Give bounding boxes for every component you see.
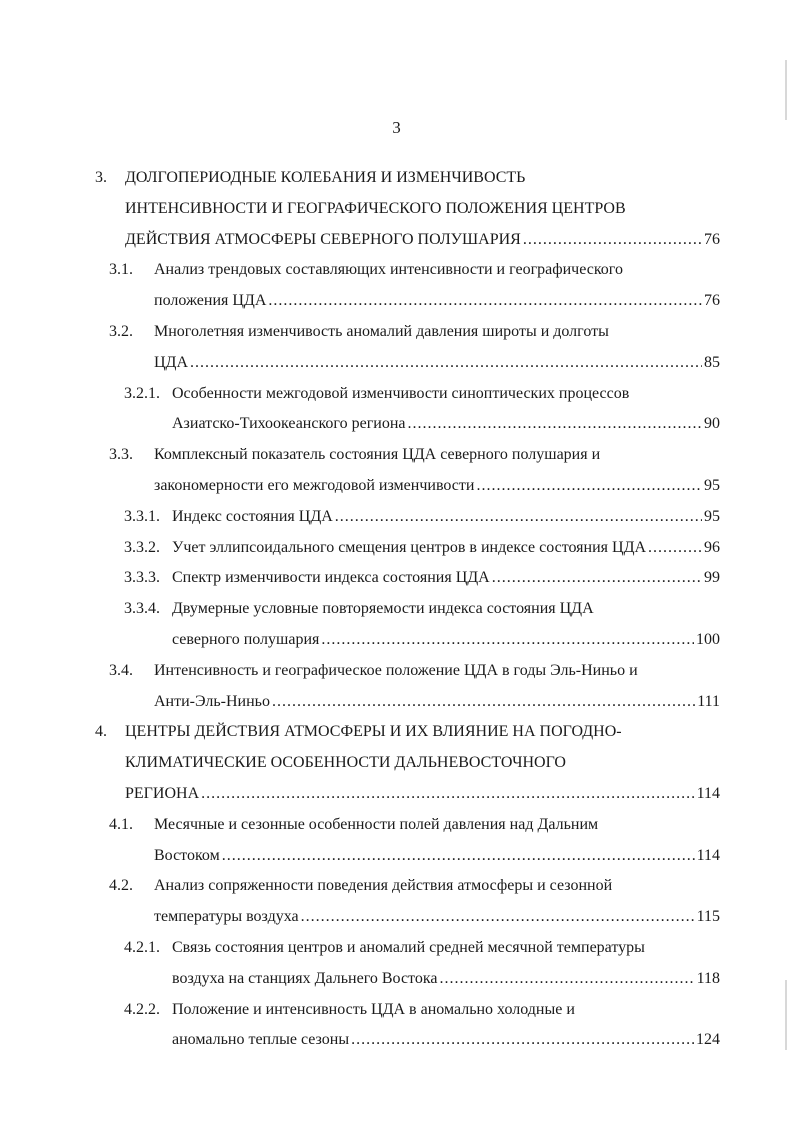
toc-number: 4.2.1.	[124, 939, 160, 956]
toc-number: 3.	[95, 169, 107, 186]
toc-entry-last-line	[172, 538, 720, 558]
dot-leader	[476, 476, 702, 496]
toc-title-line: Анализ трендовых составляющих интенсивности и географического	[154, 261, 623, 279]
toc-number: 3.2.1.	[124, 384, 160, 402]
toc-page-number: 118	[696, 969, 720, 987]
toc-number: 4.2.	[109, 877, 133, 895]
toc-title-line: Анализ сопряженности поведения действия атмосферы и сезонной	[154, 877, 613, 895]
dot-leader	[321, 630, 694, 650]
toc-page-number: 99	[704, 569, 720, 587]
toc-number: 3.3.	[109, 446, 133, 464]
toc-entry-last-line	[172, 1030, 720, 1050]
toc-page-number: 124	[696, 1031, 720, 1049]
toc-entry-last-line	[154, 291, 720, 311]
dot-leader	[201, 784, 694, 804]
toc-entry-last-line	[172, 507, 720, 527]
toc-title-line: Месячные и сезонные особенности полей давления над Дальним	[154, 815, 599, 833]
toc-entry-last-line	[154, 846, 720, 866]
toc-title-text: Индекс состояния ЦДА	[172, 507, 333, 525]
toc-page-number: 111	[697, 692, 720, 710]
toc-entry-last-line	[172, 630, 720, 650]
toc-title-text: ДЕЙСТВИЯ АТМОСФЕРЫ СЕВЕРНОГО ПОЛУШАРИЯ	[125, 230, 521, 248]
toc-title-line: КЛИМАТИЧЕСКИЕ ОСОБЕННОСТИ ДАЛЬНЕВОСТОЧНОГО	[125, 754, 566, 772]
toc-title-line: Связь состояния центров и аномалий средней месячной температуры	[172, 939, 645, 956]
page-number: 3	[392, 118, 401, 137]
dot-leader	[351, 1030, 694, 1050]
dot-leader	[439, 969, 694, 989]
scan-edge-mark	[785, 60, 787, 120]
toc-title-text: температуры воздуха	[154, 908, 299, 926]
toc-number: 3.1.	[109, 261, 133, 279]
toc-title-text: ЦДА	[154, 353, 189, 371]
toc-number: 3.3.1.	[124, 507, 160, 525]
toc-title-line: Интенсивность и географическое положение ЦДА в годы Эль-Ниньо и	[154, 661, 638, 679]
dot-leader	[222, 846, 695, 866]
toc-entry-last-line	[172, 414, 720, 434]
toc-title-line: Особенности межгодовой изменчивости синоптических процессов	[172, 384, 630, 402]
toc-title-text: Азиатско-Тихоокеанского региона	[172, 415, 406, 433]
toc-entry-last-line	[125, 230, 720, 250]
toc-entry-last-line	[154, 353, 720, 373]
toc-number: 3.3.3.	[124, 569, 160, 587]
toc-page-number: 95	[704, 507, 720, 525]
toc-page-number: 96	[704, 538, 720, 556]
toc-title-text: воздуха на станциях Дальнего Востока	[172, 969, 438, 987]
dot-leader	[268, 291, 702, 311]
dot-leader	[272, 692, 695, 712]
toc-entry-last-line	[154, 692, 720, 712]
toc-entry-last-line	[154, 476, 720, 496]
dot-leader	[648, 538, 702, 558]
toc-title-text: аномально теплые сезоны	[172, 1031, 350, 1049]
toc-number: 3.4.	[109, 661, 133, 679]
toc-number: 4.	[95, 723, 107, 741]
dot-leader	[523, 230, 702, 250]
toc-page-number: 114	[696, 785, 720, 802]
toc-page-number: 90	[704, 415, 720, 433]
toc-entry-last-line	[154, 907, 720, 927]
toc-title-text: Востоком	[154, 846, 220, 864]
toc-page-number: 115	[696, 908, 720, 926]
toc-title-text: Учет эллипсоидального смещения центров в индексе состояния ЦДА	[172, 538, 647, 556]
toc-page-number: 114	[696, 846, 720, 864]
toc-title-line: Положение и интенсивность ЦДА в аномально холодные и	[172, 1000, 575, 1018]
toc-entry-last-line	[125, 784, 720, 804]
toc-title-line: ДОЛГОПЕРИОДНЫЕ КОЛЕБАНИЯ И ИЗМЕНЧИВОСТЬ	[125, 169, 526, 186]
toc-title-text: Анти-Эль-Ниньо	[154, 692, 270, 710]
dot-leader	[335, 507, 702, 527]
toc-number: 3.2.	[109, 323, 133, 340]
toc-entry-last-line	[172, 969, 720, 989]
toc-number: 3.3.2.	[124, 538, 160, 556]
scan-edge-mark	[785, 980, 787, 1050]
toc-number: 4.2.2.	[124, 1000, 160, 1018]
toc-page-number: 85	[704, 353, 720, 371]
toc-title-line: Многолетняя изменчивость аномалий давления широты и долготы	[154, 323, 609, 340]
toc-title-line: Двумерные условные повторяемости индекса состояния ЦДА	[172, 600, 594, 618]
dot-leader	[190, 353, 702, 373]
toc-title-line: ИНТЕНСИВНОСТИ И ГЕОГРАФИЧЕСКОГО ПОЛОЖЕНИЯ ЦЕНТРОВ	[125, 199, 626, 217]
toc-number: 3.3.4.	[124, 600, 160, 618]
toc-title-text: РЕГИОНА	[125, 785, 200, 802]
dot-leader	[301, 907, 695, 927]
dot-leader	[407, 414, 702, 434]
toc-number: 4.1.	[109, 815, 133, 833]
toc-page-number: 95	[704, 477, 720, 494]
toc-title-text: закономерности его межгодовой изменчивости	[154, 477, 475, 494]
toc-title-text: северного полушария	[172, 631, 320, 648]
toc-title-line: Комплексный показатель состояния ЦДА северного полушария и	[154, 446, 601, 464]
toc-page-number: 76	[704, 292, 720, 310]
toc-page-number: 100	[696, 631, 720, 648]
toc-title-line: ЦЕНТРЫ ДЕЙСТВИЯ АТМОСФЕРЫ И ИХ ВЛИЯНИЕ НА ПОГОДНО-	[125, 723, 622, 741]
toc-entry-last-line	[172, 568, 720, 588]
dot-leader	[492, 568, 702, 588]
toc-title-text: положения ЦДА	[154, 292, 267, 310]
toc-title-text: Спектр изменчивости индекса состояния ЦДА	[172, 569, 490, 587]
toc-page-number: 76	[704, 230, 720, 248]
